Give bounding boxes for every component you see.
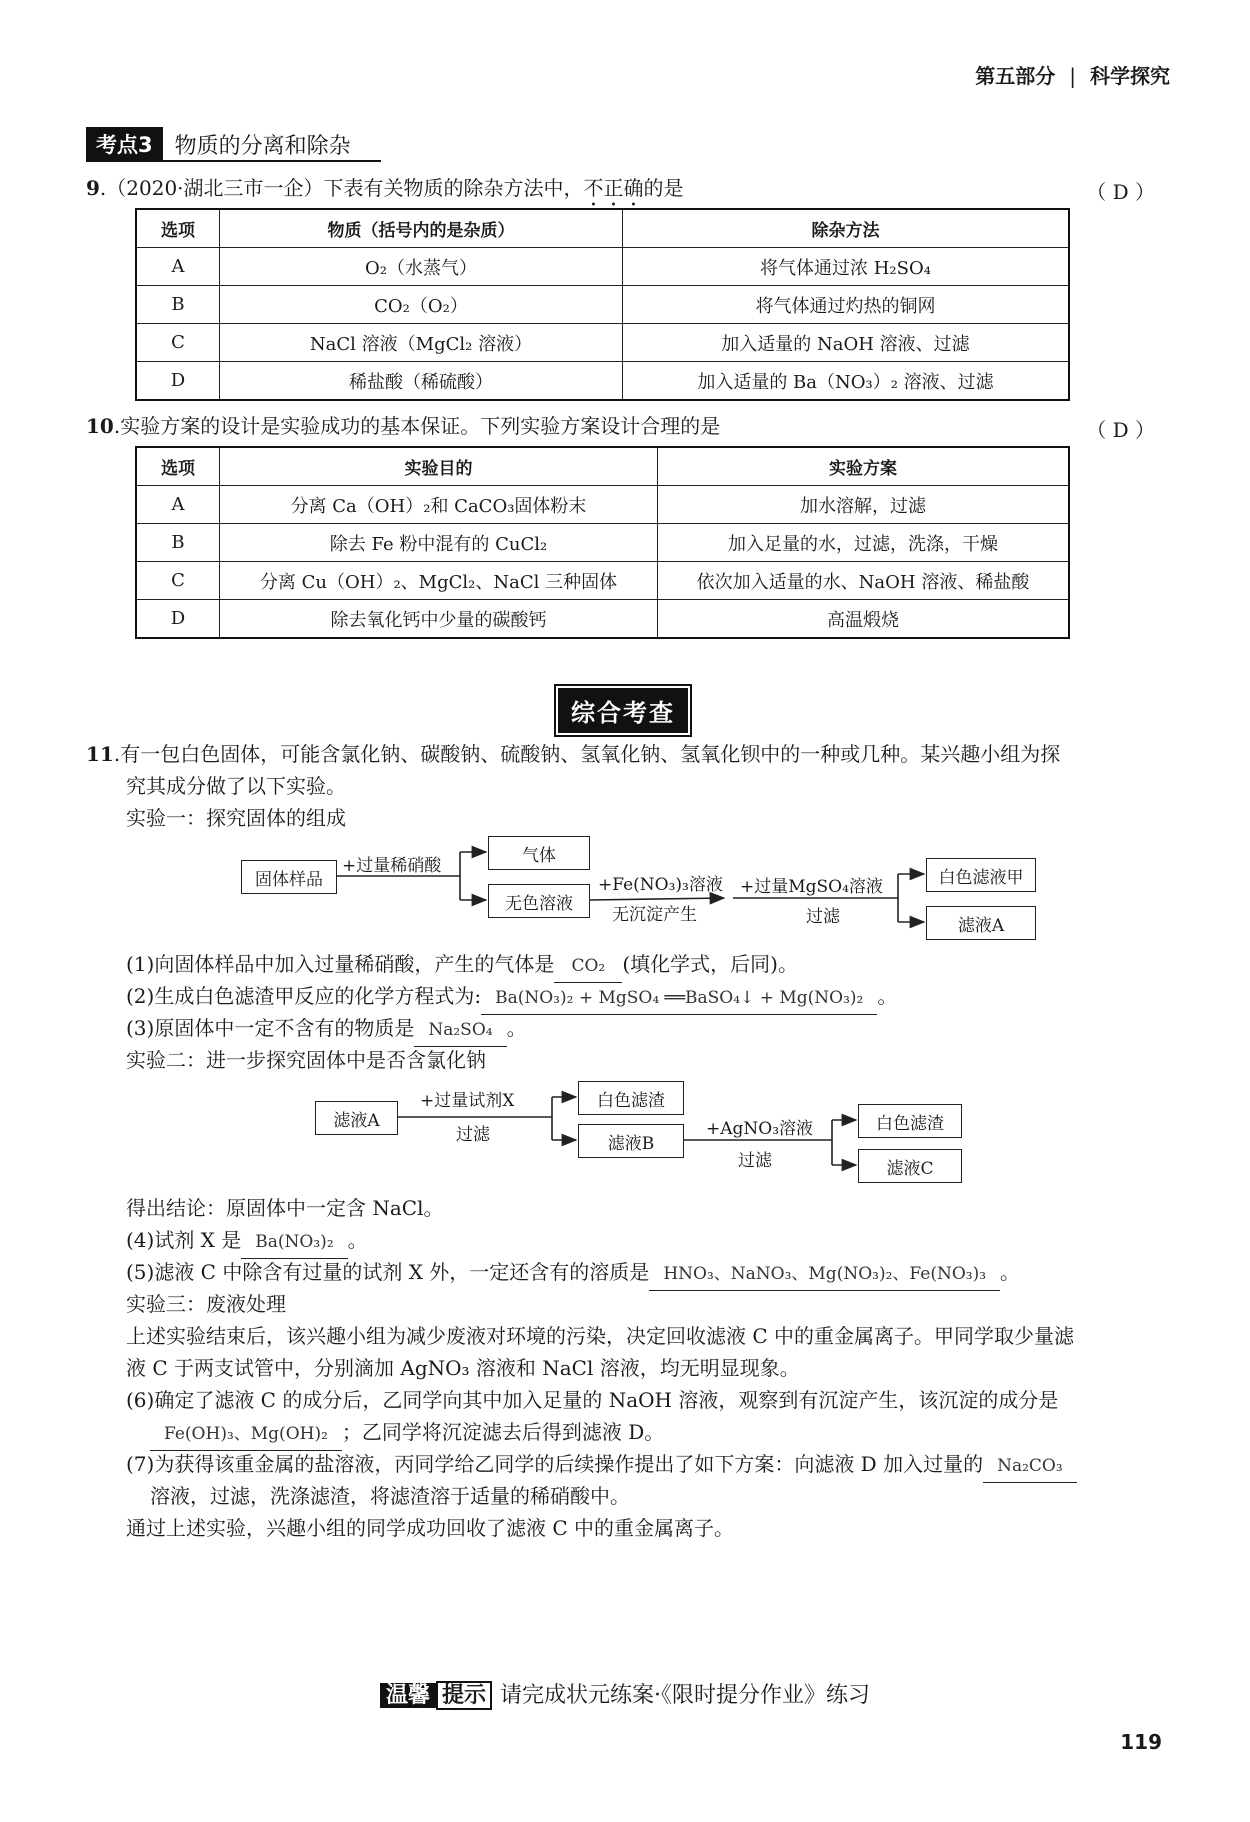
subq-4 bbox=[126, 1224, 1155, 1259]
exp2-title: 实验二：进一步探究固体中是否含氯化钠 bbox=[126, 1048, 486, 1072]
table-cell: A bbox=[136, 248, 220, 286]
exp3-line-1: 上述实验结束后，该兴趣小组为减少废液对环境的污染，决定回收滤液 C 中的重金属离子。甲同学取少量滤 bbox=[126, 1324, 1075, 1348]
question-text-end: 的是 bbox=[643, 176, 684, 200]
table-cell: D bbox=[136, 600, 220, 639]
subq-text: (3)原固体中一定不含有的物质是 bbox=[126, 1016, 415, 1040]
footer-tip bbox=[0, 1678, 1250, 1709]
table-cell: 除去 Fe 粉中混有的 CuCl₂ bbox=[220, 524, 658, 562]
question-text: .实验方案的设计是实验成功的基本保证。下列实验方案设计合理的是 bbox=[113, 414, 721, 438]
subq-text-end: 。 bbox=[347, 1228, 368, 1252]
header-cell: 选项 bbox=[136, 209, 220, 248]
subq-7 bbox=[126, 1448, 1155, 1483]
table-cell: B bbox=[136, 524, 220, 562]
subq-text-end: 。 bbox=[1000, 1260, 1021, 1284]
table-cell: CO₂（O₂） bbox=[220, 286, 623, 324]
table-cell: 除去氧化钙中少量的碳酸钙 bbox=[220, 600, 658, 639]
flow2-step2-bottom: 过滤 bbox=[738, 1151, 772, 1171]
answer-blank: HNO₃、NaNO₃、Mg(NO₃)₂、Fe(NO₃)₃ bbox=[649, 1258, 1000, 1291]
answer-blank: Na₂CO₃ bbox=[983, 1450, 1077, 1483]
question-number: 10 bbox=[86, 414, 114, 438]
answer-blank: Ba(NO₃)₂ + MgSO₄ ══BaSO₄↓ + Mg(NO₃)₂ bbox=[481, 982, 877, 1015]
flow1-sample-box: 固体样品 bbox=[241, 860, 337, 894]
subq-2 bbox=[126, 980, 1155, 1015]
exp1-title: 实验一：探究固体的组成 bbox=[126, 806, 346, 830]
table-cell: NaCl 溶液（MgCl₂ 溶液） bbox=[220, 324, 623, 362]
header-cell: 实验方案 bbox=[658, 447, 1070, 486]
subq-text: (7)为获得该重金属的盐溶液，丙同学给乙同学的后续操作提出了如下方案：向滤液 D 加入过量的 bbox=[126, 1452, 984, 1476]
part-label: 第五部分 bbox=[975, 64, 1056, 88]
flow1-gas-box: 气体 bbox=[488, 836, 590, 870]
subq-text: (2)生成白色滤渣甲反应的化学方程式为: bbox=[126, 984, 482, 1008]
header-cell: 物质（括号内的是杂质） bbox=[220, 209, 623, 248]
table-cell: A bbox=[136, 486, 220, 524]
question-text: .有一包白色固体，可能含氯化钠、碳酸钠、硫酸钠、氢氧化钠、氢氧化钡中的一种或几种。某兴趣小组为探 bbox=[113, 742, 1061, 766]
flow2-step1-top: +过量试剂X bbox=[420, 1091, 515, 1111]
table-cell: 分离 Cu（OH）₂、MgCl₂、NaCl 三种固体 bbox=[220, 562, 658, 600]
footer-tag-2: 提示 bbox=[436, 1681, 492, 1710]
subject-label: 科学探究 bbox=[1090, 64, 1170, 88]
table-cell: 高温煅烧 bbox=[658, 600, 1070, 639]
table-cell: D bbox=[136, 362, 220, 401]
subq-5 bbox=[126, 1256, 1155, 1291]
question-text-2: 究其成分做了以下实验。 bbox=[126, 774, 346, 798]
page-number: 119 bbox=[1120, 1730, 1162, 1754]
table-cell: C bbox=[136, 562, 220, 600]
table-cell: 加入适量的 Ba（NO₃）₂ 溶液、过滤 bbox=[623, 362, 1070, 401]
table-cell: 加入适量的 NaOH 溶液、过滤 bbox=[623, 324, 1070, 362]
question-number: 11 bbox=[86, 742, 114, 766]
subq-6: (6)确定了滤液 C 的成分后，乙同学向其中加入足量的 NaOH 溶液，观察到有沉淀产生，该沉淀的成分是 bbox=[126, 1388, 1059, 1412]
exp3-title: 实验三：废液处理 bbox=[126, 1292, 286, 1316]
subq-text: (5)滤液 C 中除含有过量的试剂 X 外，一定还含有的溶质是 bbox=[126, 1260, 650, 1284]
kaodian-tag: 考点3 bbox=[86, 127, 163, 161]
answer-9: （ D ） bbox=[1086, 180, 1155, 204]
table-cell: 分离 Ca（OH）₂和 CaCO₃固体粉末 bbox=[220, 486, 658, 524]
flow1-step3-bottom: 过滤 bbox=[806, 907, 840, 927]
subq-6-cont bbox=[150, 1416, 1155, 1451]
table-cell: 加水溶解，过滤 bbox=[658, 486, 1070, 524]
subq-text-end: 。 bbox=[877, 984, 898, 1008]
subq-text-end: ；乙同学将沉淀滤去后得到滤液 D。 bbox=[341, 1420, 665, 1444]
answer-10: （ D ） bbox=[1086, 418, 1155, 442]
flow1-precip-box: 白色滤液甲 bbox=[926, 858, 1036, 892]
question-emphasis: 不正确 bbox=[583, 176, 644, 200]
flow1-step2-top: +Fe(NO₃)₃溶液 bbox=[598, 875, 723, 895]
subq-text: (4)试剂 X 是 bbox=[126, 1228, 242, 1252]
flow1-step1-label: +过量稀硝酸 bbox=[342, 856, 442, 876]
table-cell: 依次加入适量的水、NaOH 溶液、稀盐酸 bbox=[658, 562, 1070, 600]
footer-tag-1: 温馨 bbox=[380, 1683, 436, 1708]
footer-text: 请完成状元练案·《限时提分作业》练习 bbox=[500, 1683, 871, 1708]
subq-3 bbox=[126, 1012, 1155, 1047]
answer-blank: Fe(OH)₃、Mg(OH)₂ bbox=[150, 1418, 342, 1451]
table-cell: C bbox=[136, 324, 220, 362]
flow1-step3-top: +过量MgSO₄溶液 bbox=[740, 877, 883, 897]
answer-blank: Ba(NO₃)₂ bbox=[241, 1226, 347, 1259]
exp3-line-2: 液 C 于两支试管中，分别滴加 AgNO₃ 溶液和 NaCl 溶液，均无明显现象。 bbox=[126, 1356, 800, 1380]
kaodian-title: 物质的分离和除杂 bbox=[174, 133, 351, 159]
subq-text-end: (填化学式，后同)。 bbox=[622, 952, 798, 976]
flow1-step2-bottom: 无沉淀产生 bbox=[612, 905, 697, 925]
question-number: 9 bbox=[86, 176, 100, 200]
header-separator: | bbox=[1069, 64, 1076, 88]
subq-7-cont: 溶液，过滤，洗涤滤渣，将滤渣溶于适量的稀硝酸中。 bbox=[150, 1484, 630, 1508]
answer-blank: Na₂SO₄ bbox=[414, 1014, 506, 1047]
table-cell: 将气体通过灼热的铜网 bbox=[623, 286, 1070, 324]
closing: 通过上述实验，兴趣小组的同学成功回收了滤液 C 中的重金属离子。 bbox=[126, 1516, 735, 1540]
flow2-filtrate-c-box: 滤液C bbox=[858, 1149, 962, 1183]
flow1-filtrate-box: 滤液A bbox=[926, 906, 1036, 940]
flow1-colorless-box: 无色溶液 bbox=[488, 884, 590, 918]
table-cell: 稀盐酸（稀硫酸） bbox=[220, 362, 623, 401]
flow2-step2-top: +AgNO₃溶液 bbox=[706, 1119, 814, 1139]
table-cell: 加入足量的水，过滤，洗涤，干燥 bbox=[658, 524, 1070, 562]
table-cell: B bbox=[136, 286, 220, 324]
question-text: .（2020·湖北三市一企）下表有关物质的除杂方法中， bbox=[99, 176, 584, 200]
subq-text: (1)向固体样品中加入过量稀硝酸，产生的气体是 bbox=[126, 952, 555, 976]
header-cell: 实验目的 bbox=[220, 447, 658, 486]
section-heading: 综合考查 bbox=[558, 688, 688, 733]
conclusion: 得出结论：原固体中一定含 NaCl。 bbox=[126, 1196, 444, 1220]
subq-text-end: 。 bbox=[506, 1016, 527, 1040]
flow2-filtrate-b-box: 滤液B bbox=[578, 1124, 684, 1158]
flow2-precip-box: 白色滤渣 bbox=[578, 1081, 684, 1115]
flow2-precip2-box: 白色滤渣 bbox=[858, 1104, 962, 1138]
header-cell: 除杂方法 bbox=[623, 209, 1070, 248]
flow2-step1-bottom: 过滤 bbox=[456, 1125, 490, 1145]
table-cell: O₂（水蒸气） bbox=[220, 248, 623, 286]
flow2-start-box: 滤液A bbox=[315, 1101, 398, 1135]
answer-blank: CO₂ bbox=[554, 950, 622, 983]
subq-1 bbox=[126, 948, 1155, 983]
table-cell: 将气体通过浓 H₂SO₄ bbox=[623, 248, 1070, 286]
header-cell: 选项 bbox=[136, 447, 220, 486]
